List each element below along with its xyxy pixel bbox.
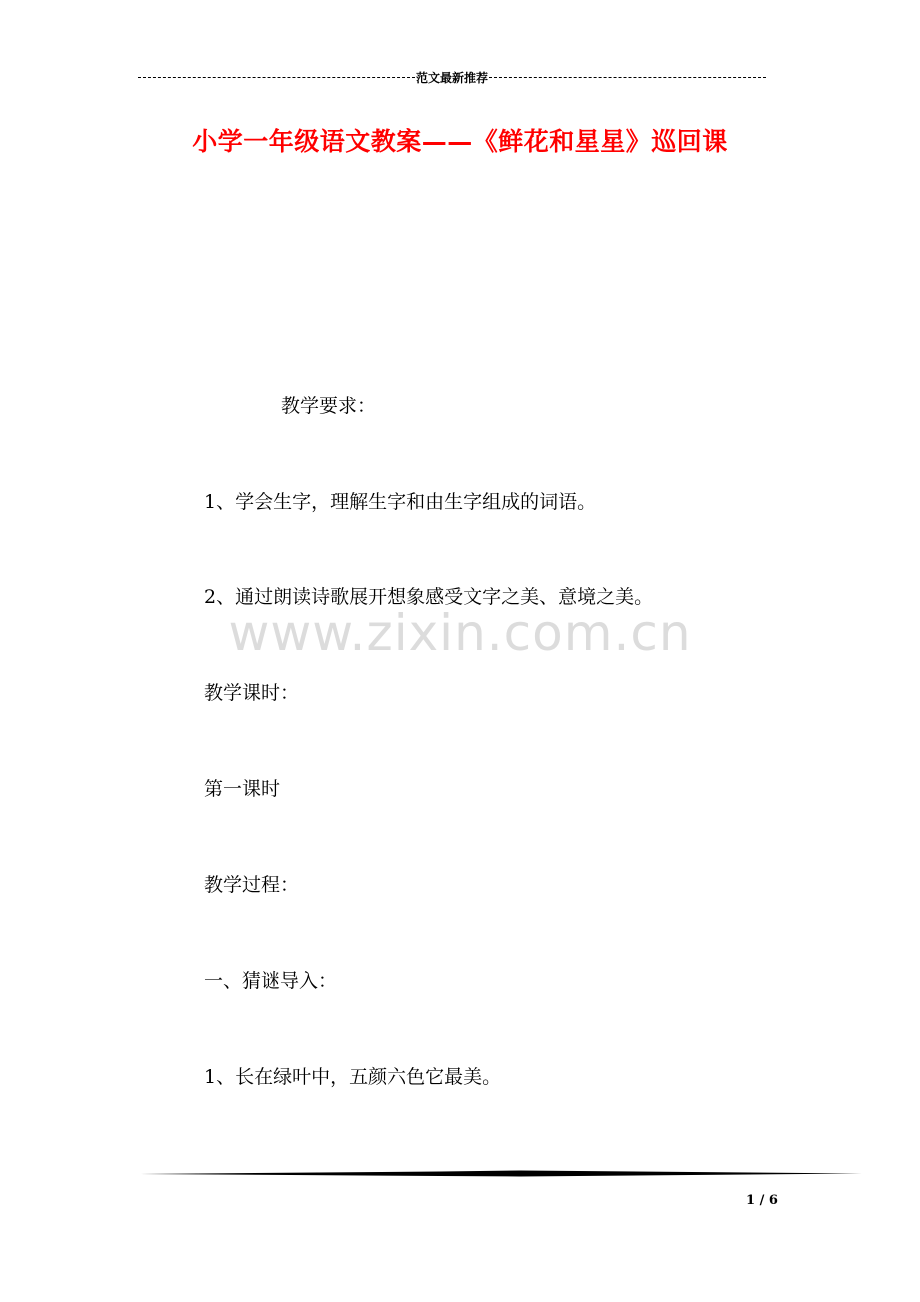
header-label: 范文最新推荐 [416,70,489,85]
document-title: 小学一年级语文教案——《鲜花和星星》巡回课 [192,127,728,156]
footer-rule [140,1168,862,1178]
watermark: www.zixin.com.cn [228,604,692,662]
header-dash-left [138,77,415,78]
page-number: 1 / 6 [746,1193,778,1208]
paragraph-first-lesson: 第一课时 [204,778,281,800]
paragraph-requirement-2: 2、通过朗读诗歌展开想象感受文字之美、意境之美。 [204,586,654,608]
page-header [138,68,766,86]
paragraph-riddle-1: 1、长在绿叶中，五颜六色它最美。 [204,1066,502,1088]
paragraph-requirement-1: 1、学会生字，理解生字和由生字组成的词语。 [204,491,597,513]
header-dash-right [489,77,766,78]
paragraph-teaching-hours: 教学课时： [204,682,300,704]
paragraph-teaching-process: 教学过程： [204,874,300,896]
paragraph-riddle-intro: 一、猜谜导入： [204,970,338,992]
paragraph-teaching-requirements: 教学要求： [281,395,377,417]
